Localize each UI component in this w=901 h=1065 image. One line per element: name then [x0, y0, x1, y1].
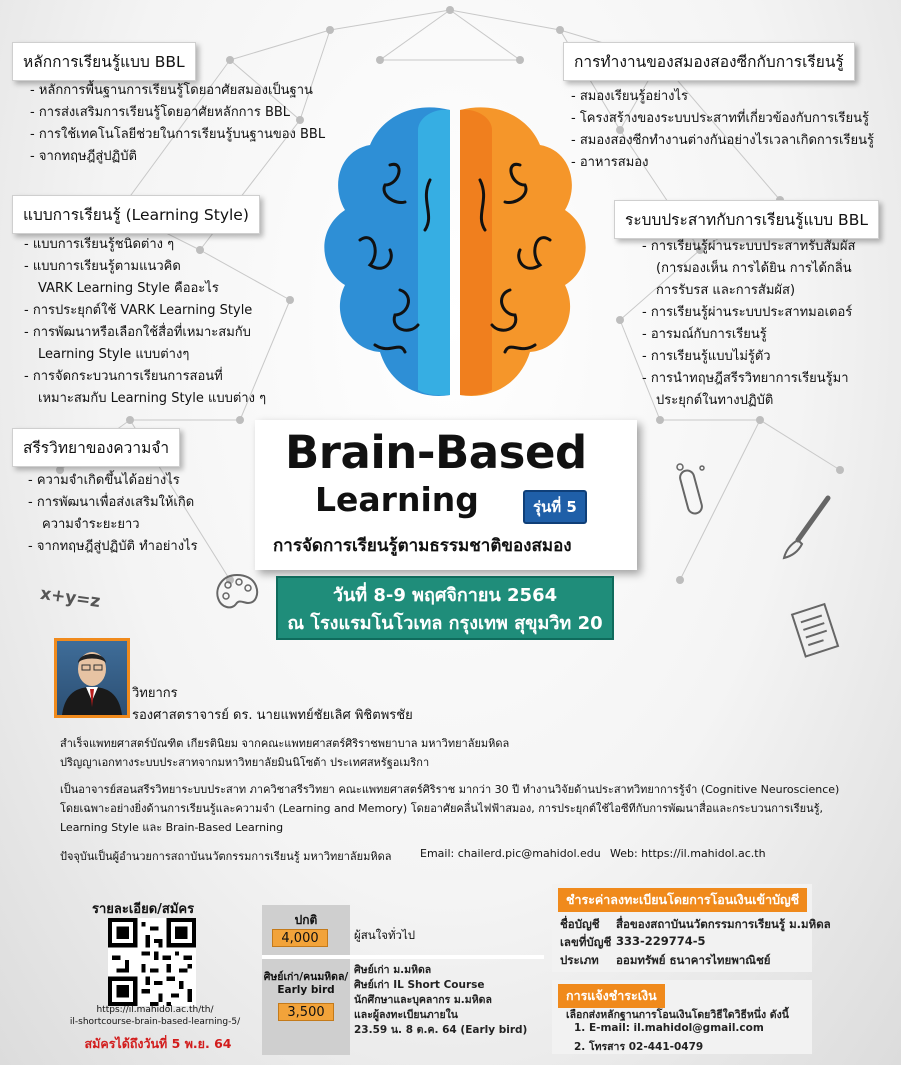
brain-icon — [300, 90, 610, 420]
speaker-bio-line: โดยเฉพาะอย่างยิ่งด้านการเรียนรู้และความจำ (Learning and Memory) โดยอาศัยคลื่นไฟฟ้าสมอง, การประยุกต์ใช้ไอซีทีกับการพัฒนาสื่อและกระบวนการเรียนรู้, — [60, 802, 824, 815]
list-item: - หลักการพื้นฐานการเรียนรู้โดยอาศัยสมองเป็นฐาน — [30, 80, 325, 102]
hemispheres-list — [571, 86, 874, 174]
speaker-bio-line: ปริญญาเอกทางระบบประสาทจากมหาวิทยาลัยมินนิโซต้า ประเทศสหรัฐอเมริกา — [60, 756, 430, 769]
list-item: - อารมณ์กับการเรียนรู้ — [642, 324, 855, 346]
account-name-label: ชื่อบัญชี — [560, 917, 600, 931]
list-item: - จากทฤษฎีสู่ปฏิบัติ — [30, 146, 325, 168]
list-item: - แบบการเรียนรู้ตามแนวคิด — [24, 256, 266, 278]
title-line-2: Learning — [315, 480, 479, 519]
speaker-label: วิทยากร — [132, 686, 178, 701]
memory-title: สรีรวิทยาของความจำ — [12, 428, 180, 467]
list-item: การรับรส และการสัมผัส) — [656, 283, 796, 298]
generation-badge: รุ่นที่ 5 — [523, 490, 587, 524]
subtitle: การจัดการเรียนรู้ตามธรรมชาติของสมอง — [273, 536, 572, 556]
memory-list — [28, 470, 198, 558]
fee-normal-price: 4,000 — [272, 929, 328, 947]
fee-early-target-line: และผู้ลงทะเบียนภายใน — [354, 1009, 458, 1021]
list-item: Learning Style แบบต่างๆ — [38, 347, 190, 362]
qr-code-icon[interactable] — [108, 918, 196, 1006]
fee-early-label-line: Early bird — [277, 984, 335, 996]
palette-icon — [212, 570, 262, 615]
payment-notify-head: การแจ้งชำระเงิน — [558, 984, 665, 1008]
list-item: - การเรียนรู้ผ่านระบบประสาทรับสัมผัส — [642, 236, 855, 258]
fee-early-target-line: ศิษย์เก่า ม.มหิดล — [354, 964, 432, 976]
speaker-photo — [54, 638, 130, 718]
notepad-icon — [786, 600, 846, 660]
list-item: - แบบการเรียนรู้ชนิดต่าง ๆ — [24, 234, 266, 256]
speaker-bio-line: สำเร็จแพทยศาสตร์บัณฑิต เกียรตินิยม จากคณะแพทยศาสตร์ศิริราชพยาบาล มหาวิทยาลัยมหิดล — [60, 737, 510, 750]
fee-normal-target: ผู้สนใจทั่วไป — [354, 928, 416, 942]
list-item: - การพัฒนาเพื่อส่งเสริมให้เกิด — [28, 492, 198, 514]
title-line-1: Brain-Based — [285, 426, 587, 479]
list-item: - สมองเรียนรู้อย่างไร — [571, 86, 874, 108]
register-url-line[interactable]: il-shortcourse-brain-based-learning-5/ — [69, 1017, 241, 1027]
register-url[interactable] — [60, 1004, 250, 1028]
payment-box — [552, 884, 831, 972]
fee-early-target-line: นักศึกษาและบุคลากร ม.มหิดล — [354, 994, 492, 1006]
learning-style-list — [24, 234, 266, 410]
list-item: - การนำทฤษฎีสรีรวิทยาการเรียนรู้มา — [642, 368, 855, 390]
hemispheres-title: การทำงานของสมองสองซีกกับการเรียนรู้ — [563, 42, 855, 81]
account-no: 333-229774-5 — [616, 934, 706, 948]
list-item: - การประยุกต์ใช้ VARK Learning Style — [24, 300, 266, 322]
speaker-bio-line: ปัจจุบันเป็นผู้อำนวยการสถาบันนวัตกรรมการเรียนรู้ มหาวิทยาลัยมหิดล — [60, 850, 392, 863]
payment-head: ชำระค่าลงทะเบียนโดยการโอนเงินเข้าบัญชี — [558, 888, 807, 912]
list-item: - การพัฒนาหรือเลือกใช้สื่อที่เหมาะสมกับ — [24, 322, 266, 344]
speaker-name: รองศาสตราจารย์ ดร. นายแพทย์ชัยเลิศ พิชิตพรชัย — [132, 708, 413, 723]
paintbrush-icon — [776, 492, 836, 562]
fee-divider — [262, 955, 544, 959]
payment-notify-fax: 2. โทรสาร 02-441-0479 — [574, 1041, 704, 1053]
list-item: - อาหารสมอง — [571, 152, 874, 174]
nervous-title: ระบบประสาทกับการเรียนรู้แบบ BBL — [614, 200, 879, 239]
list-item: เหมาะสมกับ Learning Style แบบต่าง ๆ — [38, 391, 267, 406]
bbl-principles-list — [30, 80, 325, 168]
account-name: สื่อของสถาบันนวัตกรรมการเรียนรู้ ม.มหิดล — [616, 917, 831, 931]
account-type-label: ประเภท — [560, 953, 599, 967]
fee-early-target-line: 23.59 น. 8 ต.ค. 64 (Early bird) — [354, 1024, 528, 1036]
list-item: - โครงสร้างของระบบประสาทที่เกี่ยวข้องกับการเรียนรู้ — [571, 108, 874, 130]
equation-doodle: x+y=z — [38, 583, 102, 613]
fee-early-label — [262, 971, 350, 997]
speaker-bio-line: Learning Style และ Brain-Based Learning — [60, 821, 284, 834]
list-item: - การเรียนรู้แบบไม่รู้ตัว — [642, 346, 855, 368]
fee-early-label-line: ศิษย์เก่า/คนมหิดล/ — [263, 971, 349, 983]
speaker-email: Email: chailerd.pic@mahidol.edu — [420, 847, 601, 860]
payment-notify-email: 1. E-mail: il.mahidol@gmail.com — [574, 1022, 764, 1034]
list-item: (การมองเห็น การได้ยิน การได้กลิ่น — [656, 261, 852, 276]
fee-normal-label: ปกติ — [294, 913, 318, 927]
list-item: - จากทฤษฎีสู่ปฏิบัติ ทำอย่างไร — [28, 536, 198, 558]
title-card — [255, 420, 637, 570]
speaker-web: Web: https://il.mahidol.ac.th — [610, 847, 766, 860]
list-item: - การส่งเสริมการเรียนรู้โดยอาศัยหลักการ BBL — [30, 102, 325, 124]
event-venue: ณ โรงแรมโนโวเทล กรุงเทพ สุขุมวิท 20 — [287, 613, 603, 634]
speaker-bio-line: เป็นอาจารย์สอนสรีรวิทยาระบบประสาท ภาควิชาสรีรวิทยา คณะแพทยศาสตร์ศิริราช มากว่า 30 ปี ทำงานวิจัยด้านประสาทวิทยาการรู้จำ (Cognitive Neuroscience) — [60, 783, 840, 796]
list-item: - การเรียนรู้ผ่านระบบประสาทมอเตอร์ — [642, 302, 855, 324]
fee-early-target-line: ศิษย์เก่า IL Short Course — [354, 979, 485, 991]
fee-early-target — [354, 963, 527, 1038]
learning-style-title: แบบการเรียนรู้ (Learning Style) — [12, 195, 260, 234]
fee-early-price: 3,500 — [278, 1003, 334, 1021]
register-url-line[interactable]: https://il.mahidol.ac.th/th/ — [96, 1005, 214, 1015]
list-item: VARK Learning Style คืออะไร — [38, 281, 219, 296]
list-item: - สมองสองซีกทำงานต่างกันอย่างไรเวลาเกิดการเรียนรู้ — [571, 130, 874, 152]
test-tube-icon — [672, 462, 712, 522]
list-item: ประยุกต์ในทางปฏิบัติ — [656, 393, 774, 408]
person-icon — [57, 641, 127, 715]
list-item: ความจำระยะยาว — [42, 517, 140, 532]
account-type: ออมทรัพย์ ธนาคารไทยพาณิชย์ — [616, 953, 771, 967]
bbl-principles-title: หลักการเรียนรู้แบบ BBL — [12, 42, 196, 81]
list-item: - การใช้เทคโนโลยีช่วยในการเรียนรู้บนฐานของ BBL — [30, 124, 325, 146]
list-item: - การจัดกระบวนการเรียนการสอนที่ — [24, 366, 266, 388]
event-date-box — [276, 576, 614, 640]
payment-notify-intro: เลือกส่งหลักฐานการโอนเงินโดยวิธีใดวิธีหนึ่ง ดังนี้ — [566, 1009, 789, 1021]
nervous-list — [642, 236, 855, 412]
account-no-label: เลขที่บัญชี — [560, 935, 612, 949]
event-date: วันที่ 8-9 พฤศจิกายน 2564 — [332, 585, 558, 606]
register-deadline: สมัครได้ถึงวันที่ 5 พ.ย. 64 — [84, 1036, 232, 1051]
payment-notify-box — [552, 980, 812, 1054]
register-title: รายละเอียด/สมัคร — [92, 902, 195, 917]
fee-table — [262, 905, 544, 1055]
list-item: - ความจำเกิดขึ้นได้อย่างไร — [28, 470, 198, 492]
